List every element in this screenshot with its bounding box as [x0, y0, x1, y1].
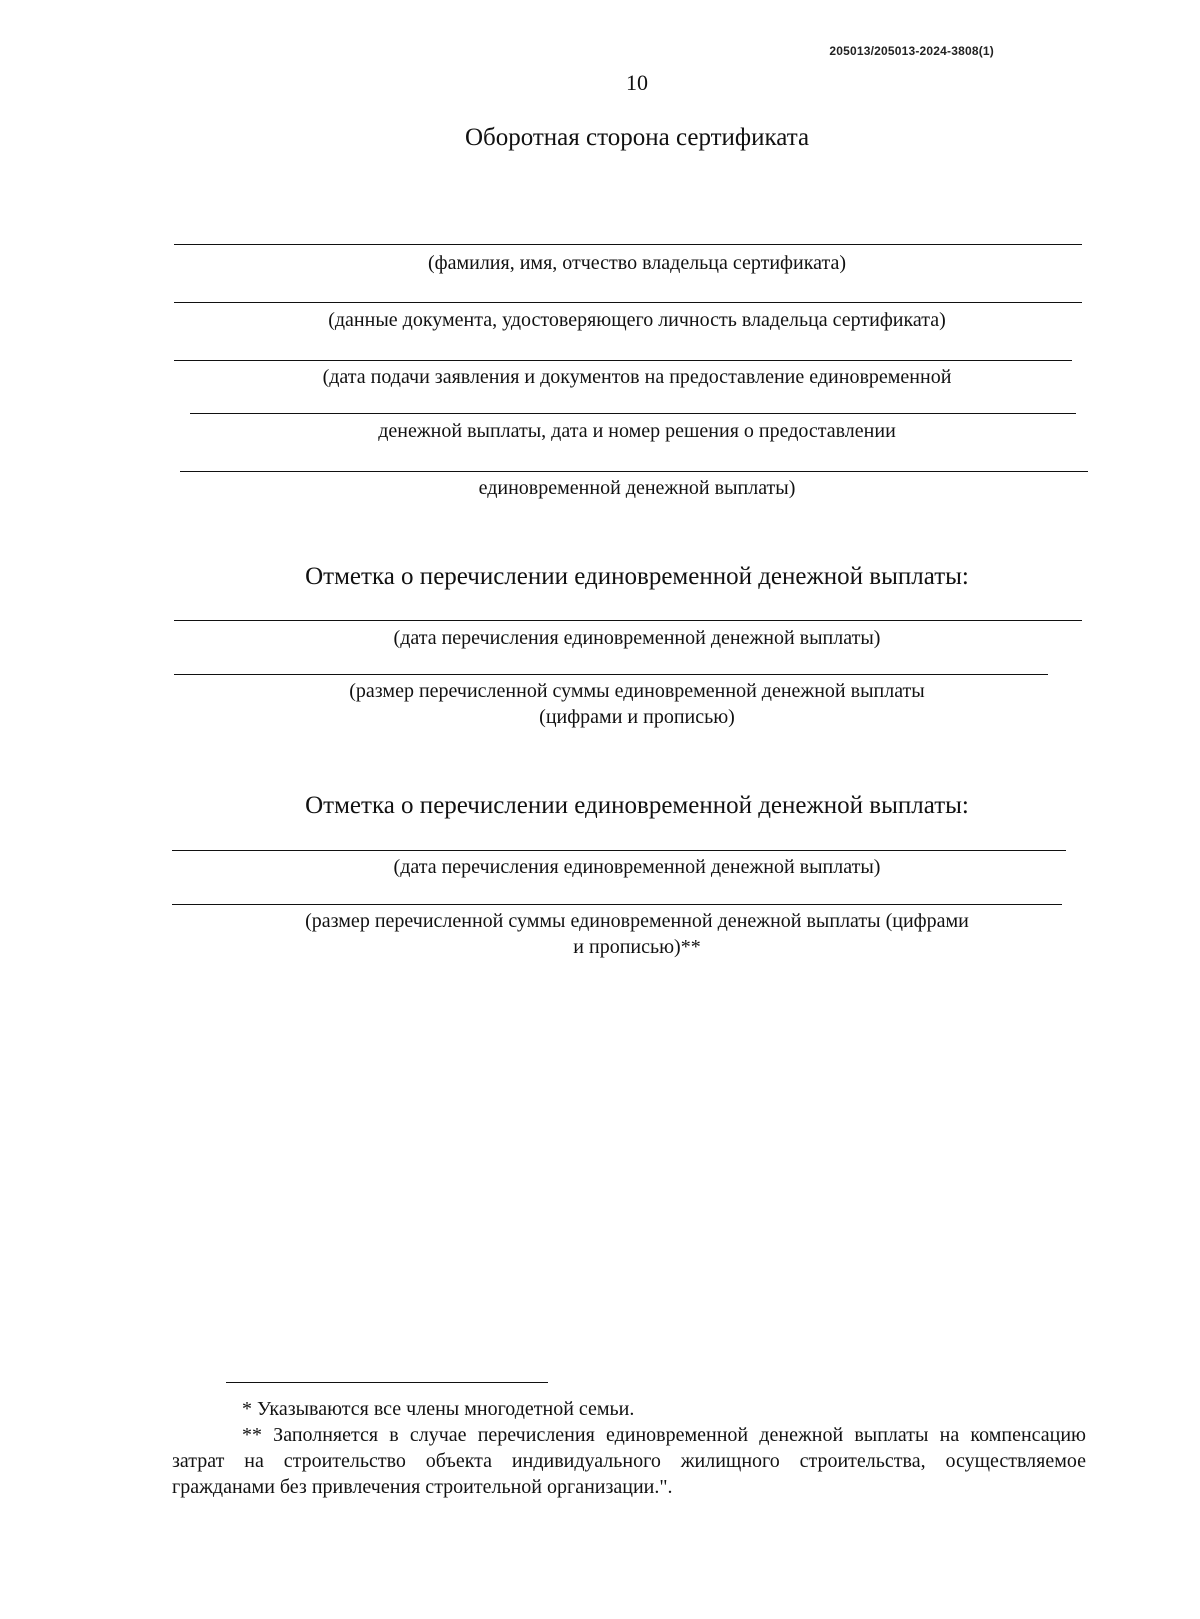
application-line-3 — [180, 471, 1088, 472]
application-caption-2: денежной выплаты, дата и номер решения о предоставлении — [378, 420, 896, 442]
page-number: 10 — [626, 70, 648, 95]
owner-id-line — [174, 302, 1082, 303]
owner-id-caption: (данные документа, удостоверяющего личность владельца сертификата) — [328, 309, 946, 331]
application-line-1 — [174, 360, 1072, 361]
transfer-mark-heading-2: Отметка о перечислении единовременной денежной выплаты: — [305, 792, 969, 819]
transfer-amount-caption-1a: (размер перечисленной суммы единовременной денежной выплаты — [349, 680, 925, 702]
transfer-amount-caption-2a: (размер перечисленной суммы единовременной денежной выплаты (цифрами — [305, 910, 969, 932]
transfer-date-caption-2: (дата перечисления единовременной денежной выплаты) — [393, 856, 881, 878]
owner-name-line — [174, 244, 1082, 245]
transfer-date-caption-1: (дата перечисления единовременной денежной выплаты) — [393, 627, 881, 649]
application-caption-1: (дата подачи заявления и документов на предоставление единовременной — [322, 366, 952, 388]
transfer-amount-line-2 — [172, 904, 1062, 905]
document-id: 205013/205013-2024-3808(1) — [829, 44, 994, 58]
transfer-amount-caption-1b: (цифрами и прописью) — [539, 706, 735, 728]
application-line-2 — [190, 413, 1076, 414]
transfer-mark-heading-1: Отметка о перечислении единовременной денежной выплаты: — [305, 563, 969, 590]
footnote-2: ** Заполняется в случае перечисления единовременной денежной выплаты на компенсацию затрат на строительство объекта индивидуального жилищного строительства, осуществляемое гражданами без привлечения строительной организации.". — [172, 1424, 1086, 1498]
transfer-amount-line-1 — [174, 674, 1048, 675]
footnote-1: * Указываются все члены многодетной семьи. — [242, 1398, 635, 1420]
footnote-separator — [226, 1382, 548, 1383]
page-title: Оборотная сторона сертификата — [464, 124, 810, 151]
application-caption-3: единовременной денежной выплаты) — [478, 477, 796, 499]
transfer-date-line-2 — [172, 850, 1066, 851]
transfer-amount-caption-2b: и прописью)** — [573, 936, 701, 958]
owner-name-caption: (фамилия, имя, отчество владельца сертификата) — [427, 252, 847, 274]
transfer-date-line-1 — [174, 620, 1082, 621]
